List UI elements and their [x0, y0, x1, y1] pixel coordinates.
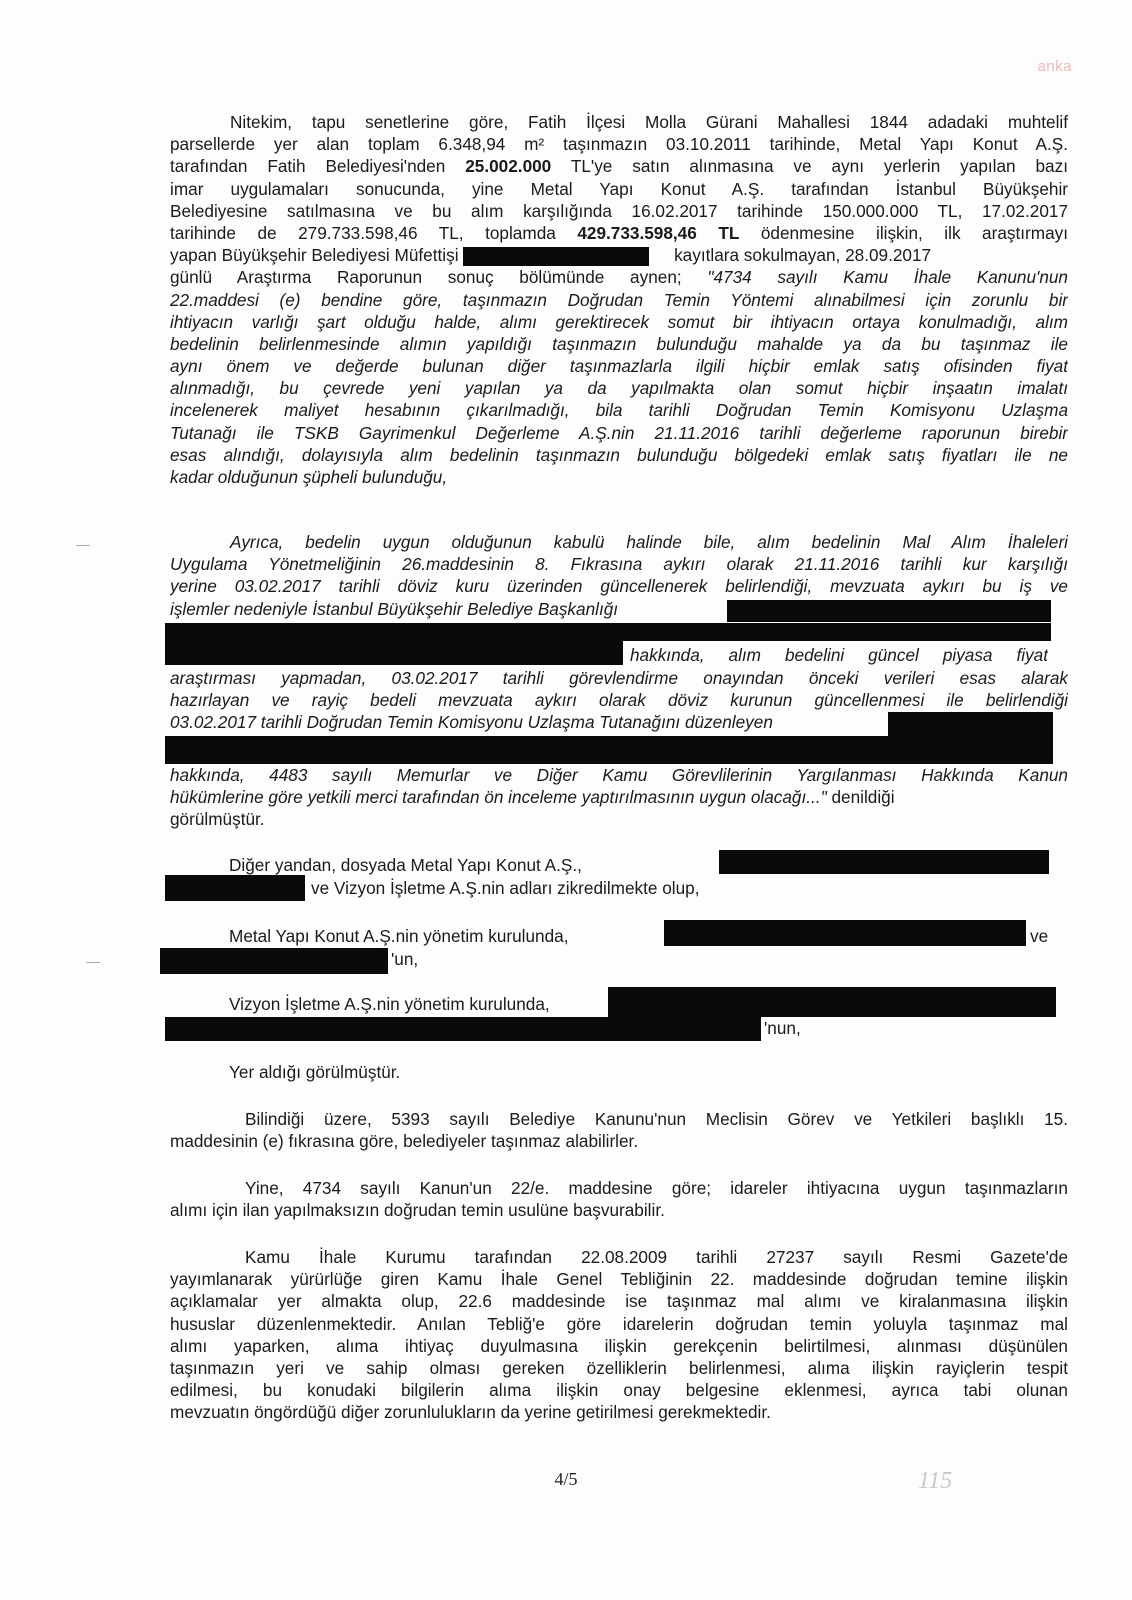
redaction-box [664, 920, 1026, 946]
text-line: kadar olduğunun şüpheli bulunduğu, [170, 467, 448, 487]
text-line: taşınmazın yeri ve sahip olması gereken özelliklerin belirlenmesi, alıma ilişkin rayiçlerin tespit [170, 1357, 1068, 1378]
watermark: anka [1037, 58, 1072, 75]
text-line: alınmadığı, bu çevrede yeni yapılan ya da yapılmakta olan somut hiçbir inşaatın imalatı [170, 378, 1068, 399]
text-line: hükümlerine göre yetkili merci tarafından ön inceleme yaptırılmasının uygun olacağı..." denildiği [170, 787, 895, 808]
text-line [229, 854, 709, 876]
redaction-box [608, 987, 1056, 1017]
text-line: alımı için ilan yapılmaksızın doğrudan temin usulüne başvurabilir. [170, 1200, 665, 1221]
text-line [229, 1061, 629, 1083]
text-line: 'un, [391, 949, 419, 969]
text-line: Yine, 4734 sayılı Kanun'un 22/e. maddesine göre; idareler ihtiyacına uygun taşınmazların [245, 1178, 1068, 1198]
redaction-box [165, 641, 623, 665]
text-line: hazırlayan ve rayiç bedeli mevzuata aykırı olarak döviz kurunun güncellenmesi ile belirlendiği [170, 690, 1068, 711]
text-line: edilmesi, bu konudaki bilgilerin alıma ilişkin onay belgesine eklenmesi, ayrıca tabi olunan [170, 1380, 1068, 1401]
redaction-box [165, 623, 1051, 641]
text-line: yerine 03.02.2017 tarihli döviz kuru üzerinden güncellenerek belirlendiği, mevzuata aykırı bu iş ve [170, 576, 1068, 597]
paragraph-8 [170, 1177, 1068, 1221]
text-line: işlemler nedeniyle İstanbul Büyükşehir Belediye Başkanlığı [170, 598, 619, 619]
paragraph-1 [170, 111, 1068, 488]
text-line: hakkında, alım bedelini güncel piyasa fiyat [630, 645, 1048, 665]
text-line: incelenerek maliyet hesabının çıkarılmadığı, bila tarihli Doğrudan Temin Komisyonu Uzlaşma [170, 400, 1068, 421]
text-line: ve Vizyon İşletme A.Ş.nin adları zikredilmekte olup, [311, 878, 700, 898]
text-line: Ayrıca, bedelin uygun olduğunun kabulü halinde bile, alım bedelinin Mal Alım İhaleleri [230, 532, 1068, 552]
text-line: Nitekim, tapu senetlerine göre, Fatih İlçesi Molla Gürani Mahallesi 1844 adadaki muhtelif [230, 112, 1068, 132]
text-line: hakkında, 4483 sayılı Memurlar ve Diğer Kamu Görevlilerinin Yargılanması Hakkında Kanun [170, 765, 1068, 785]
text-line: bedelinin belirlenmesinde alımın yapıldığı taşınmazın bulunduğu mahalde ya da bu taşınmaz ile [170, 333, 1068, 354]
text-line: Diğer yandan, dosyada Metal Yapı Konut A.Ş., [229, 855, 582, 875]
text-line: araştırması yapmadan, 03.02.2017 tarihli görevlendirme onayından önceki verileri esas alarak [170, 668, 1068, 688]
text-line [229, 993, 629, 1015]
redaction-box [719, 850, 1049, 874]
text-line: yapan Büyükşehir Belediyesi Müfettişi kayıtlara sokulmayan, 28.09.2017 [170, 245, 932, 266]
text-line: Tutanağı ile TSKB Gayrimenkul Değerleme A.Ş.nin 21.11.2016 tarihli değerleme raporunun birebir [170, 422, 1068, 443]
text-line [1030, 925, 1070, 947]
text-line: ve [1030, 926, 1049, 946]
text-line: 22.maddesi (e) bendine göre, taşınmazın Doğrudan Temin Yöntemi alınabilmesi için zorunlu bir [170, 289, 1068, 310]
text-line: açıklamalar yer almakta olup, 22.6 maddesinde ise taşınmaz mal alımı ve kiralanmasına ilişkin [170, 1291, 1068, 1312]
redaction-box [727, 600, 1051, 622]
text-line: hususlar düzenlenmektedir. Anılan Tebliğ'e göre idarelerin doğrudan temin yoluyla taşınmaz mal [170, 1313, 1068, 1334]
text-line: esas alındığı, dolayısıyla alım bedelinin taşınmazın bulunduğu bölgedeki emlak satış fiyatları ile ne [170, 444, 1068, 465]
text-line: Vizyon İşletme A.Ş.nin yönetim kurulunda, [229, 994, 550, 1014]
paragraph-2-end [170, 764, 1068, 831]
text-line: Yer aldığı görülmüştür. [229, 1062, 401, 1082]
text-line: aynı önem ve değerde bulunan diğer taşınmazlarla ilgili hiçbir emlak satış ofisinden fiyat [170, 356, 1068, 377]
text-line: alımı yaparken, alıma ihtiyaç duyulmasına ilişkin gerekçenin belirtilmesi, alınması düşünülen [170, 1335, 1068, 1356]
text-line: Bilindiği üzere, 5393 sayılı Belediye Kanunu'nun Meclisin Görev ve Yetkileri başlıklı 15. [245, 1109, 1068, 1129]
redaction-box [160, 948, 388, 974]
text-line [630, 644, 1048, 666]
redaction-box [165, 1017, 761, 1041]
redaction-box [888, 712, 1053, 736]
text-line: 03.02.2017 tarihli Doğrudan Temin Komisyonu Uzlaşma Tutanağını düzenleyen [170, 712, 773, 733]
text-line: imar uygulamaları sonucunda, yine Metal Yapı Konut A.Ş. tarafından İstanbul Büyükşehir [170, 178, 1068, 199]
text-line: parsellerde yer alan toplam 6.348,94 m² taşınmazın 03.10.2011 tarihinde, Metal Yapı Konut A.Ş. [170, 134, 1068, 155]
page-number: 4/5 [554, 1469, 578, 1489]
paragraph-9 [170, 1246, 1068, 1424]
text-line: günlü Araştırma Raporunun sonuç bölümünde aynen; "4734 sayılı Kamu İhale Kanunu'nun [170, 267, 1068, 288]
text-line: görülmüştür. [170, 809, 265, 830]
text-line: Belediyesine satılmasına ve bu alım karşılığında 16.02.2017 tarihinde 150.000.000 TL, 17.02.2017 [170, 200, 1068, 221]
redaction-box [463, 247, 649, 266]
text-line [391, 948, 491, 970]
text-line: Kamu İhale Kurumu tarafından 22.08.2009 tarihli 27237 sayılı Resmi Gazete'de [245, 1247, 1068, 1267]
margin-mark [86, 962, 100, 963]
text-line: 'nun, [764, 1018, 801, 1038]
text-line [229, 925, 669, 947]
redaction-box [165, 875, 305, 901]
paragraph-7 [170, 1108, 1068, 1152]
text-line: Metal Yapı Konut A.Ş.nin yönetim kurulunda, [229, 926, 569, 946]
text-line: yayımlanarak yürürlüğe giren Kamu İhale Genel Tebliğinin 22. maddesinde doğrudan temine ilişkin [170, 1269, 1068, 1290]
text-line: mevzuatın öngördüğü diğer zorunlulukların da yerine getirilmesi gerekmektedir. [170, 1402, 771, 1423]
text-line: Uygulama Yönetmeliğinin 26.maddesinin 8. Fıkrasına aykırı olarak 21.11.2016 tarihli kur karşılığı [170, 554, 1068, 575]
margin-mark [76, 545, 90, 546]
text-line: tarihinde de 279.733.598,46 TL, toplamda 429.733.598,46 TL ödenmesine ilişkin, ilk araştırmayı [170, 222, 1068, 243]
text-line [764, 1017, 864, 1039]
text-line: tarafından Fatih Belediyesi'nden 25.002.000 TL'ye satın alınmasına ve aynı yerlerin yapılan bazı [170, 156, 1068, 177]
redaction-box [165, 736, 1053, 764]
text-line: maddesinin (e) fıkrasına göre, belediyeler taşınmaz alabilirler. [170, 1131, 639, 1152]
text-line: ihtiyacın varlığı şart olduğu halde, alımı gerektirecek somut bir ihtiyacın ortaya konulmadığı, alım [170, 311, 1068, 332]
handwritten-mark: 115 [918, 1468, 953, 1494]
text-line [311, 877, 911, 899]
